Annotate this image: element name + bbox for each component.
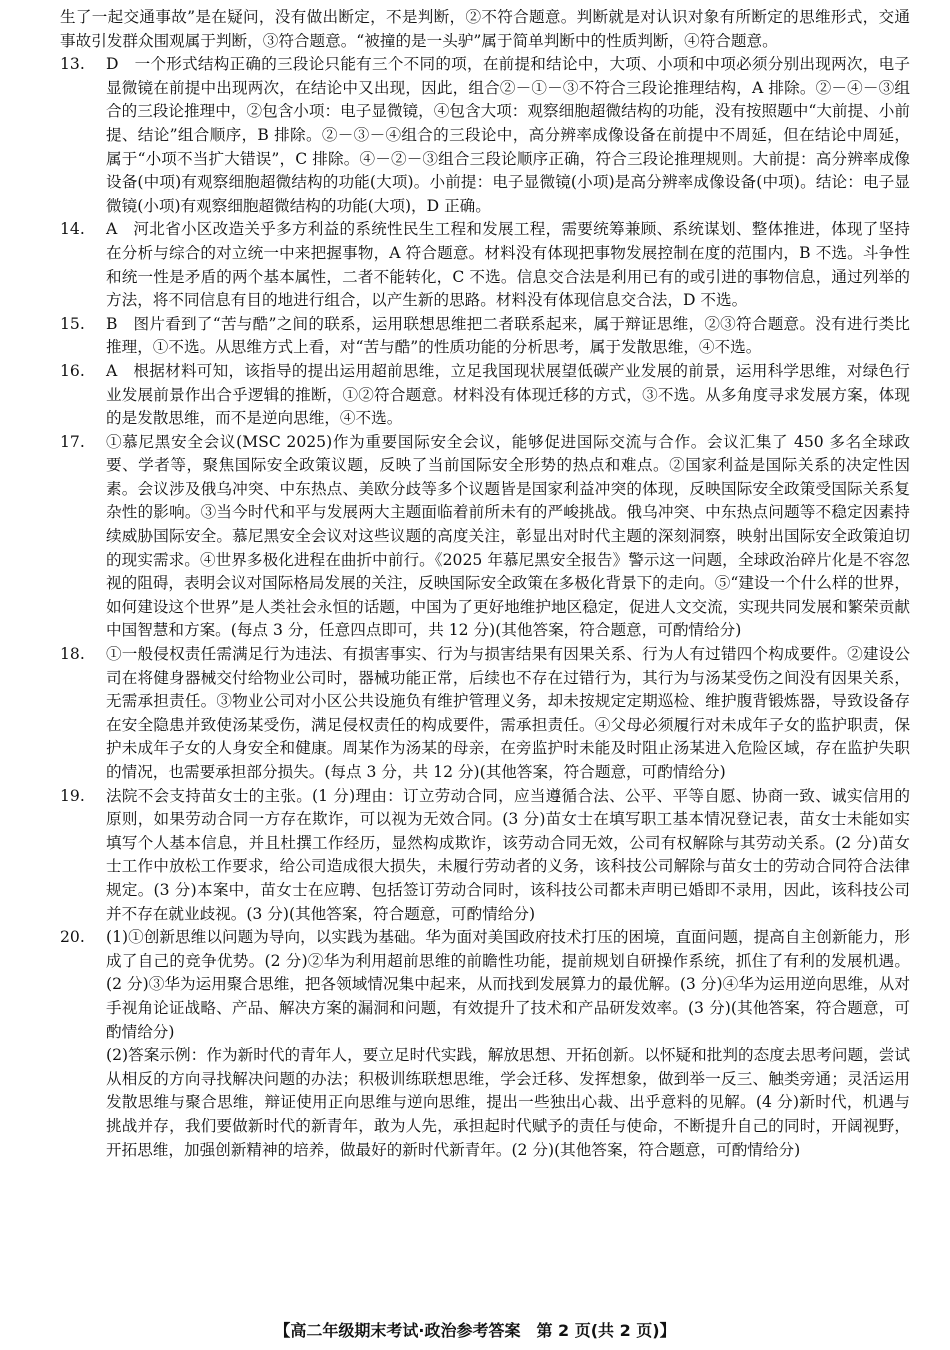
item-20-part-1: (1)①创新思维以问题为导向，以实践为基础。华为面对美国政府技术打压的困境，直面问题，提高自主创新能力，形成了自己的竞争优势。(2 分)②华为利用超前思维的前瞻性功能，提前规划自研操作系统，抓住了有利的发展机遇。(2 分)③华为运用聚合思维，把各领域情况集中起来，从而找到发展算力的最优解。(3 分)④华为运用逆向思维，从对手视角论证战略、产品、解决方案的漏洞和问题，有效提升了技术和产品研发效率。(3 分)(其他答案，符合题意，可酌情给分) [106,928,910,1041]
item-text: A 根据材料可知，该指导的提出运用超前思维，立足我国现状展望低碳产业发展的前景，运用科学思维，对绿色行业发展前景作出合乎逻辑的推断，①②符合题意。材料没有体现迁移的方式，③不选。从多角度寻求发展方案，体现的是发散思维，而不是逆向思维，④不选。 [106,361,910,428]
item-number: 13. [60,55,85,74]
continuation-paragraph: 生了一起交通事故”是在疑问，没有做出断定，不是判断，②不符合题意。判断就是对认识对象有所断定的思维形式，交通事故引发群众围观属于判断，③符合题意。“被撞的是一头驴”属于简单判断中的性质判断，④符合题意。 [60,8,910,50]
item-text: A 河北省小区改造关乎多方利益的系统性民生工程和发展工程，需要统筹兼顾、系统谋划、整体推进，体现了坚持在分析与综合的对立统一中来把握事物，A 符合题意。材料没有体现把事物发展控制在度的范围内，B 不选。斗争性和统一性是矛盾的两个基本属性，二者不能转化，C 不选。信息交合法是利用已有的或引进的事物信息，通过列举的方法，将不同信息有目的地进行组合，以产生新的思路。材料没有体现信息交合法，D 不选。 [106,220,910,310]
answer-item-13 [60,53,910,218]
item-number: 20. [60,928,85,947]
answer-item-19 [60,785,910,927]
item-text: ①慕尼黑安全会议(MSC 2025)作为重要国际安全会议，能够促进国际交流与合作。会议汇集了 450 多名全球政要、学者等，聚焦国际安全政策议题，反映了当前国际安全形势的热点和难点。②国家利益是国际关系的决定性因素。会议涉及俄乌冲突、中东热点、美欧分歧等多个议题皆是国家利益冲突的体现，反映国际安全政策受国际关系复杂性的影响。③当今时代和平与发展两大主题面临着前所未有的严峻挑战。俄乌冲突、中东热点问题等不稳定因素持续威胁国际安全。慕尼黑安全会议对这些议题的高度关注，彰显出对时代主题的深刻洞察，映射出国际安全政策迫切的现实需求。④世界多极化进程在曲折中前行。《2025 年慕尼黑安全报告》警示这一问题，全球政治碎片化是不容忽视的阻碍，表明会议对国际格局发展的关注，反映国际安全政策在多极化背景下的走向。⑤“建设一个什么样的世界，如何建设这个世界”是人类社会永恒的话题，中国为了更好地维护地区稳定，促进人文交流，实现共同发展和繁荣贡献中国智慧和方案。(每点 3 分，任意四点即可，共 12 分)(其他答案，符合题意，可酌情给分) [106,432,910,640]
item-number: 17. [60,432,85,451]
page-footer: 【高二年级期末考试·政治参考答案 第 2 页(共 2 页)】 [274,1321,676,1340]
answer-item-16 [60,360,910,431]
answer-item-17 [60,431,910,643]
item-number: 18. [60,645,85,664]
answer-page [60,6,910,1162]
item-number: 15. [60,314,85,333]
answer-item-15 [60,313,910,360]
item-text: B 图片看到了“苦与酷”之间的联系，运用联想思维把二者联系起来，属于辩证思维，②③符合题意。没有进行类比推理，①不选。从思维方式上看，对“苦与酷”的性质功能的分析思考，属于发散思维，④不选。 [106,314,910,357]
item-number: 16. [60,361,85,380]
answer-item-18 [60,643,910,785]
item-20-part-2: (2)答案示例：作为新时代的青年人，要立足时代实践，解放思想、开拓创新。以怀疑和批判的态度去思考问题，尝试从相反的方向寻找解决问题的办法；积极训练联想思维，学会迁移、发挥想象，做到举一反三、触类旁通；灵活运用发散思维与聚合思维，辩证使用正向思维与逆向思维，提出一些独出心裁、出乎意料的见解。(4 分)新时代，机遇与挑战并存，我们要做新时代的新青年，敢为人先，承担起时代赋予的责任与使命，不断提升自己的同时，开阔视野，开拓思维，加强创新精神的培养，做最好的新时代新青年。(2 分)(其他答案，符合题意，可酌情给分) [106,1046,910,1159]
item-text: ①一般侵权责任需满足行为违法、有损害事实、行为与损害结果有因果关系、行为人有过错四个构成要件。②建设公司在将健身器械交付给物业公司时，器械功能正常，后续也不存在过错行为，其行为与汤某受伤之间没有因果关系，无需承担责任。③物业公司对小区公共设施负有维护管理义务，却未按规定定期巡检、维护腹背锻炼器，导致设备存在安全隐患并致使汤某受伤，满足侵权责任的构成要件，需承担责任。④父母必须履行对未成年子女的监护职责，保护未成年子女的人身安全和健康。周某作为汤某的母亲，在旁监护时未能及时阻止汤某进入危险区域，存在监护失职的情况，也需要承担部分损失。(每点 3 分，共 12 分)(其他答案，符合题意，可酌情给分) [106,645,910,781]
item-text: D 一个形式结构正确的三段论只能有三个不同的项，在前提和结论中，大项、小项和中项必须分别出现两次，电子显微镜在前提中出现两次，在结论中又出现，因此，组合②－①－③不符合三段论推理结构，A 排除。②－④－③组合的三段论推理中，②包含小项：电子显微镜，④包含大项：观察细胞超微结构的功能，没有按照题中“大前提、小前提、结论”组合顺序，B 排除。②－③－④组合的三段论中，高分辨率成像设备在前提中不周延，但在结论中周延，属于“小项不当扩大错误”，C 排除。④－②－③组合三段论顺序正确，符合三段论推理规则。大前提：高分辨率成像设备(中项)有观察细胞超微结构的功能(大项)。小前提：电子显微镜(小项)是高分辨率成像设备(中项)。结论：电子显微镜(小项)有观察细胞超微结构的功能(大项)，D 正确。 [106,55,910,215]
item-number: 19. [60,786,85,805]
item-number: 14. [60,220,85,239]
item-text: 法院不会支持苗女士的主张。(1 分)理由：订立劳动合同，应当遵循合法、公平、平等自愿、协商一致、诚实信用的原则，如果劳动合同一方存在欺诈，可以视为无效合同。(3 分)苗女士在填写职工基本情况登记表，苗女士未能如实填写个人基本信息，并且杜撰工作经历，显然构成欺诈，该劳动合同无效，公司有权解除与其劳动关系。(2 分)苗女士工作中放松工作要求，给公司造成很大损失，未履行劳动者的义务，该科技公司解除与苗女士的劳动合同符合法律规定。(3 分)本案中，苗女士在应聘、包括签订劳动合同时，该科技公司都未声明已婚即不录用，因此，该科技公司并不存在就业歧视。(3 分)(其他答案，符合题意，可酌情给分) [106,786,910,923]
answer-item-14 [60,218,910,312]
answer-item-20 [60,926,910,1162]
item-body [106,926,910,1162]
